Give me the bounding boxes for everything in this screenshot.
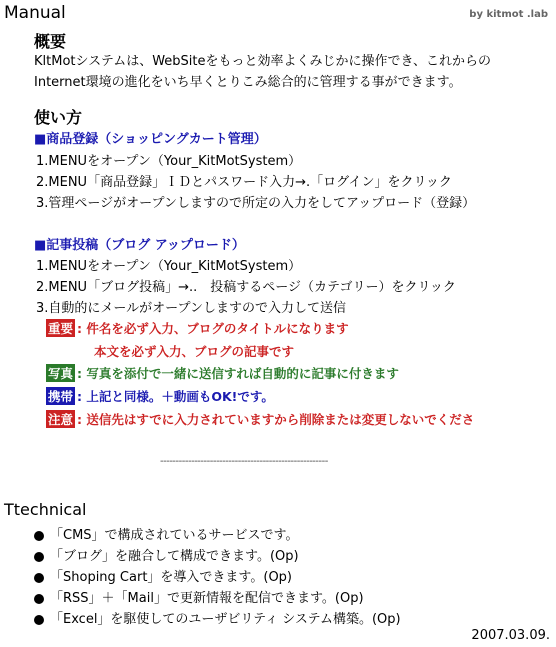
blog-section-title: ■記事投稿（ブログ アップロード） <box>34 238 245 253</box>
caution-text: : 送信先はすでに入力されていますから削除または変更しないでくださ <box>77 412 475 427</box>
bullet-text: 「Excel」を駆使してのユーザビリティ システム構築。(Op) <box>50 612 401 627</box>
note-mobile <box>46 387 274 405</box>
mobile-badge: 携帯 <box>48 389 74 404</box>
shopping-step-2: 2.MENU「商品登録」ＩＤとパスワード入力→.「ログイン」をクリック <box>36 175 452 190</box>
important-badge: 重要 <box>48 321 74 336</box>
page-title: Manual <box>4 3 66 23</box>
note-photo <box>46 364 399 382</box>
bullet-icon <box>34 531 44 541</box>
note-caution <box>46 410 556 428</box>
mobile-text: : 上記と同様。＋動画もOK!です。 <box>77 389 274 404</box>
overview-heading: 概要 <box>34 32 67 51</box>
note-important <box>46 319 349 337</box>
shopping-step-1: 1.MENUをオープン（Your_KitMotSystem） <box>36 154 302 169</box>
shopping-step-3: 3.管理ページがオープンしますので所定の入力をしてアップロード（登録） <box>36 196 476 211</box>
bullet-icon <box>34 615 44 625</box>
usage-heading: 使い方 <box>34 108 83 127</box>
important-line-2: 本文を必ず入力、ブログの記事です <box>94 344 295 359</box>
bullet-text: 「CMS」で構成されているサービスです。 <box>50 528 299 543</box>
bullet-text: 「ブログ」を融合して構成できます。(Op) <box>50 549 299 564</box>
overview-line-2: Internet環境の進化をいち早くとりこみ総合的に管理する事ができます。 <box>34 75 462 90</box>
bullet-icon <box>34 573 44 583</box>
bullet-text: 「Shoping Cart」を導入できます。(Op) <box>50 570 293 585</box>
list-item <box>34 587 364 606</box>
bullet-icon <box>34 552 44 562</box>
photo-badge: 写真 <box>48 366 74 381</box>
caution-badge: 注意 <box>48 412 74 427</box>
bullet-icon <box>34 594 44 604</box>
technical-heading: Ttechnical <box>4 500 87 519</box>
divider: ------------------------------------------------------ <box>160 456 328 467</box>
blog-step-2: 2.MENU「ブログ投稿」→.. 投稿するページ（カテゴリー）をクリック <box>36 280 456 295</box>
list-item <box>34 524 299 543</box>
shopping-section-title: ■商品登録（ショッピングカート管理） <box>34 132 267 147</box>
bullet-text: 「RSS」＋「Mail」で更新情報を配信できます。(Op) <box>50 591 364 606</box>
blog-step-3: 3.自動的にメールがオープンしますので入力して送信 <box>36 301 346 316</box>
list-item <box>34 545 299 564</box>
photo-text: : 写真を添付で一緒に送信すれば自動的に記事に付きます <box>77 366 399 381</box>
blog-step-1: 1.MENUをオープン（Your_KitMotSystem） <box>36 259 302 274</box>
date-stamp: 2007.03.09. <box>471 628 550 643</box>
byline: by kitmot .lab <box>469 9 548 20</box>
list-item <box>34 566 292 585</box>
overview-line-1: KltMotシステムは、WebSiteをもっと効率よくみじかに操作でき、これからの <box>34 54 491 69</box>
important-line-1: : 件名を必ず入力、ブログのタイトルになります <box>77 321 349 336</box>
list-item <box>34 608 401 627</box>
